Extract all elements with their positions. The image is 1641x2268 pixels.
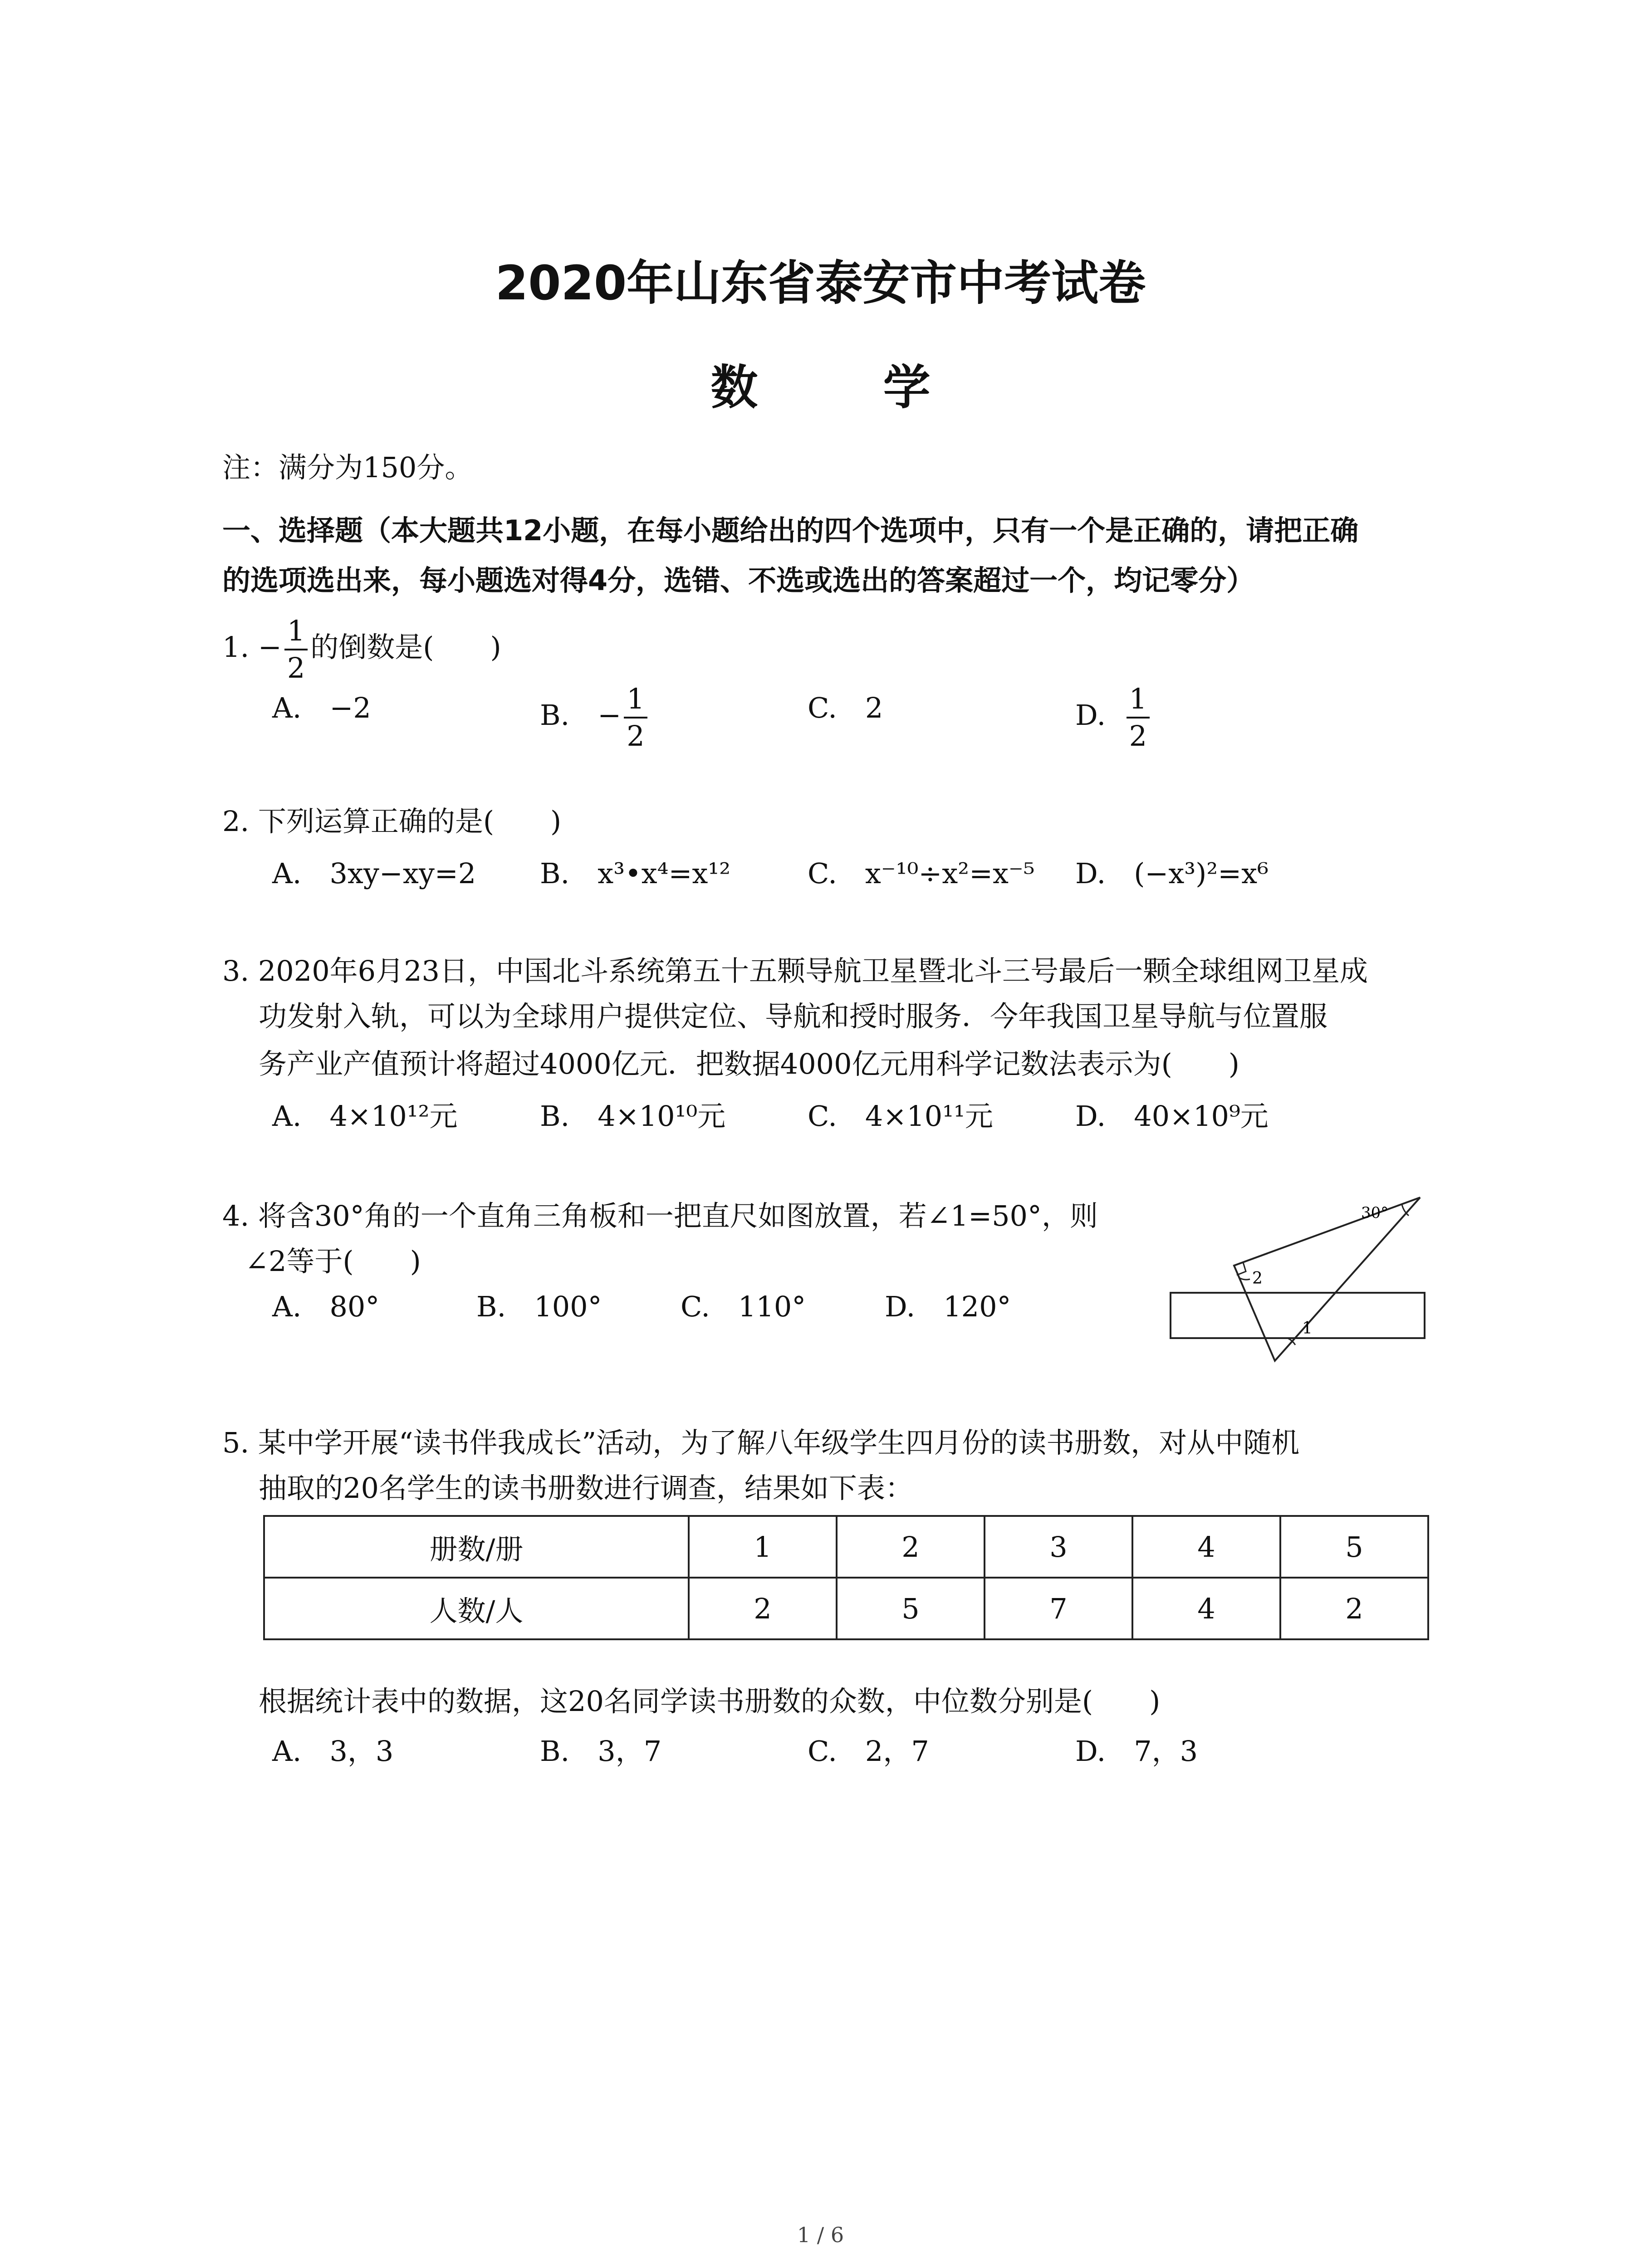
question-3-line3: 务产业产值预计将超过4000亿元．把数据4000亿元用科学记数法表示为( )	[259, 1047, 1239, 1080]
table-cell: 4	[1132, 1516, 1280, 1578]
page-title: 2020年山东省泰安市中考试卷	[495, 255, 1146, 311]
option-a: A. 80°	[272, 1290, 380, 1323]
denominator: 2	[287, 651, 305, 684]
fraction	[284, 614, 308, 684]
option-d	[1075, 682, 1152, 753]
option-c: C. 110°	[681, 1290, 806, 1323]
minus-sign: −	[258, 631, 282, 664]
table-cell: 5	[1280, 1516, 1428, 1578]
question-5-line2: 抽取的20名学生的读书册数进行调查，结果如下表：	[259, 1471, 913, 1505]
table-cell: 2	[837, 1516, 985, 1578]
table-cell: 人数/人	[264, 1578, 689, 1639]
numerator: 1	[1127, 685, 1150, 719]
angle-30-label: 30°	[1361, 1204, 1389, 1222]
question-5-text: 根据统计表中的数据，这20名同学读书册数的众数，中位数分别是( )	[259, 1685, 1161, 1718]
option-label: B. −	[540, 699, 622, 732]
question-3-line1: 3. 2020年6月23日，中国北斗系统第五十五颗导航卫星暨北斗三号最后一颗全球组网卫星成	[222, 954, 1368, 987]
question-3-line2: 功发射入轨，可以为全球用户提供定位、导航和授时服务．今年我国卫星导航与位置服	[259, 1000, 1328, 1033]
question-1-stem	[222, 614, 501, 684]
option-d: D. (−x³)²=x⁶	[1075, 857, 1269, 890]
option-b: B. 4×10¹⁰元	[540, 1100, 726, 1133]
numerator: 1	[624, 685, 647, 719]
section-heading-line2: 的选项选出来，每小题选对得4分，选错、不选或选出的答案超过一个，均记零分）	[222, 564, 1255, 597]
table-row	[264, 1516, 1428, 1578]
option-d: D. 120°	[885, 1290, 1011, 1323]
question-4-line1: 4. 将含30°角的一个直角三角板和一把直尺如图放置，若∠1=50°，则	[222, 1199, 1098, 1232]
page-number: 1 / 6	[797, 2223, 844, 2247]
question-number: 1.	[222, 631, 250, 664]
option-d: D. 7，3	[1075, 1735, 1198, 1768]
numerator: 1	[284, 617, 308, 650]
option-a: A. 3，3	[272, 1735, 394, 1768]
option-c: C. x⁻¹⁰÷x²=x⁻⁵	[808, 857, 1035, 890]
option-c: C. 4×10¹¹元	[808, 1100, 993, 1133]
question-4-line2: ∠2等于( )	[245, 1245, 421, 1278]
table-cell: 1	[689, 1516, 837, 1578]
subject-title: 数 学	[710, 360, 985, 415]
table-cell: 册数/册	[264, 1516, 689, 1578]
option-b	[540, 682, 650, 753]
option-c: C. 2，7	[808, 1735, 929, 1768]
score-note: 注：满分为150分。	[222, 451, 473, 484]
table-cell: 2	[689, 1578, 837, 1639]
table-row	[264, 1578, 1428, 1639]
table-cell: 4	[1132, 1578, 1280, 1639]
option-a: A. −2	[272, 691, 371, 724]
option-b: B. x³•x⁴=x¹²	[540, 857, 731, 890]
option-b: B. 3，7	[540, 1735, 662, 1768]
option-a: A. 3xy−xy=2	[272, 857, 476, 890]
question-5-line1: 5. 某中学开展“读书伴我成长”活动，为了解八年级学生四月份的读书册数，对从中随机	[222, 1426, 1300, 1459]
question-text: 的倒数是( )	[310, 631, 501, 664]
option-c: C. 2	[808, 691, 883, 724]
denominator: 2	[1129, 719, 1147, 753]
fraction	[1127, 682, 1150, 753]
table-cell: 2	[1280, 1578, 1428, 1639]
question-2-stem: 2. 下列运算正确的是( )	[222, 805, 562, 838]
angle-1-label: 1	[1302, 1319, 1313, 1338]
option-d: D. 40×10⁹元	[1075, 1100, 1269, 1133]
denominator: 2	[627, 719, 645, 753]
table-cell: 5	[837, 1578, 985, 1639]
ruler-rect	[1171, 1293, 1425, 1338]
table-cell: 3	[985, 1516, 1132, 1578]
option-label: D.	[1075, 699, 1106, 732]
option-b: B. 100°	[476, 1290, 602, 1323]
data-table	[263, 1515, 1429, 1640]
angle-2-label: 2	[1252, 1269, 1263, 1288]
triangle-ruler-figure	[1166, 1188, 1434, 1370]
table-cell: 7	[985, 1578, 1132, 1639]
section-heading-line1: 一、选择题（本大题共12小题，在每小题给出的四个选项中，只有一个是正确的，请把正确	[222, 514, 1359, 547]
fraction	[624, 682, 647, 753]
option-a: A. 4×10¹²元	[272, 1100, 458, 1133]
